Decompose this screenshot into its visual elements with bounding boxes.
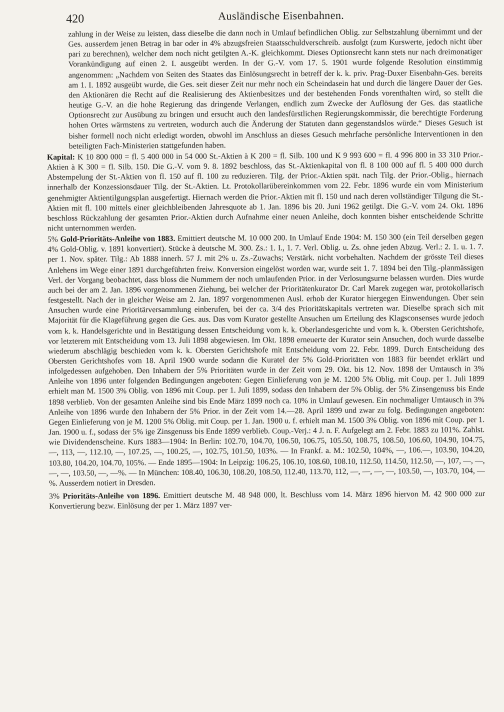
- gold-loan-section: [47, 232, 485, 489]
- kapital-label: Kapital:: [46, 152, 76, 162]
- kapital-text: K 10 800 000 = fl. 5 400 000 in 54 000 St.-Aktien à K 200 = fl. Silb. 100 und K 9 993 600 = fl. 4 996 800 in 33 310 Prior.-Aktien à K 300 = fl. Silb. 150. Die G.-V. vom 9. 8. 1892 beschloss, das St.-Aktienkapital von fl. 8 100 000 auf fl. 5 400 000 durch Abstempelung der St.-Aktien von fl. 150 auf fl. 100 zu reduzieren. Tilg. der Prior.-Aktien spät. nach Tilg. der Prior.-Oblig., hiernach innerhalb der Konzessionsdauer Tilg. der St.-Aktien. Lt. Protokollarübereinkommen vom 22. Febr. 1896 wurde ein vom Ministerium genehmigter Aktientilgungsplan ausgefertigt. Hiernach werden die Prior.-Aktien mit fl. 150 und nach deren vollständiger Tilgung die St.-Aktien mit fl. 100 mittels einer gleichbleibenden Jahresquote ab 1. Jan. 1896 bis 20. Juni 1962 getilgt. Die G.-V. vom 24. Okt. 1896 beschloss Rückzahlung der gesamten Prior.-Aktien durch Aufnahme einer neuen Anleihe, doch konnten bisher entscheidende Schritte nicht unternommen werden.: [46, 149, 484, 233]
- prior-1896-text: Emittiert deutsche M. 48 948 000, lt. Beschluss vom 14. März 1896 hiervon M. 42 900 000 zur Konvertierung bezw. Einlösung der per 1. März 1897 ver-: [49, 489, 486, 511]
- running-header: [68, 7, 482, 30]
- prior-1896-heading: Prioritäts-Anleihe von 1896.: [59, 491, 161, 501]
- intro-paragraph: zahlung in der Weise zu leisten, dass dieselbe die dann noch in Umlauf befindlichen Oblig. zur Selbstzahlung übernimmt und der Ges. ausserdem jenen Betrag in bar oder in 4% abzugsfreien Staatsschuldverschreib. ausfolgt (zum Kurswerte, jedoch nicht über pari zu berechnen), welcher dem noch nicht getilgten A.-K. gleichkommt. Dieses Optionsrecht kann stets nur nach dreimonatiger Vorankündigung auf einen 2. I. ausgeübt werden. In der G.-V. vom 17. 5. 1901 wurde folgende Resolution einstimmig angenommen: „Nachdem von Seiten des Staates das Einlösungsrecht in betreff der k. k. priv. Prag-Duxer Eisenbahn-Ges. bereits am 1. I. 1892 ausgeübt wurde, die Ges. seit dieser Zeit nur mehr noch ein Scheindasein hat und durch die längere Dauer der Ges. den Aktionären die Recht auf die Realisierung des Aktienbesitzes und der bestehenden Fonds vorenthalten wird, so stellt die heutige G.-V. an die hohe Regierung das dringende Verlangen, endlich zum Zwecke der Auflösung der Ges. das staatliche Optionsrecht zur Ausübung zu bringen und ersucht auch den landesfürstlichen Regierungskommissär, die berechtigte Forderung hohen Ortes wärmstens zu vertreten, wodurch auch die Änderung der Statuten dann gegenstandslos würde.“ Dieses Gesuch ist bisher formell noch nicht erledigt worden, obwohl im Anschluss an dieses Gesuch mehrfache persönliche Interventionen in den beteiligten Fach-Ministerien stattgefunden haben.: [68, 27, 483, 151]
- gold-loan-heading: Gold-Prioritäts-Anleihe von 1883.: [57, 234, 176, 244]
- gold-loan-rate: 5%: [47, 234, 59, 244]
- kapital-section: [47, 150, 483, 234]
- page-number: 420: [66, 11, 85, 26]
- prior-1896-rate: 3%: [49, 491, 60, 501]
- prior-1896-section: [49, 489, 485, 512]
- gold-loan-text: Emittiert deutsche M. 10 000 200. In Umlauf Ende 1904: M. 150 300 (ein Teil derselben gegen 4% Gold-Oblig. v. 1891 konvertiert). Stücke à deutsche M. 300. Zs.: 1. I., 1. 7. Verl. Oblig. u. Zs. ohne jeden Abzug. Verl.: 2. 1. u. 1. 7. per 1. Nov. später. Tilg.: Ab 1888 innerh. 57 J. mit 2% u. Zs.-Zuwachs; Verstärk. nicht vorbehalten. Nachdem der grösste Teil dieses Anlehens im Wege einer 1891 durchgeführten freiw. Konversion eingelöst worden war, wurde seit 1. 7. 1894 bei den Tilg.-planmässigen Verl. der Vorgang beobachtet, dass bloss die Nummern der noch umlaufenden Prior. in der Verlosungsurne belassen wurden. Dies wurde auch bei der am 2. Jan. 1896 vorgenommenen Ziehung, bei welcher der Prioritätenkurator Dr. Carl Marek zugegen war, protokollarisch festgestellt. Nach der in gleicher Weise am 2. Jan. 1897 vorgenommenen Ausl. erhob der Kurator hiergegen Einwendungen. Über sein Ansuchen wurde eine Prioritärversammlung einberufen, bei der ca. 3/4 des Prioritätskapitals vertreten war. Dieselbe sprach sich mit Majorität für die Klageführung gegen die Ges. aus. Das vom Kurator gestellte Ansuchen um Erteilung des Klagsconsenses wurde jedoch vom k. k. Handelsgerichte und in Bestätigung dessen Entscheidung vom k. k. Oberlandesgerichte und vom k. k. Obersten Gerichtshofe, vor letzterem mit Entscheidung vom 13. Juli 1898 abgewiesen. Im Okt. 1898 erneuerte der Kurator sein Ansuchen, doch wurde dasselbe wiederum abschlägig beschieden vom k. k. Obersten Gerichtshofe mit Entscheidung vom 22. Febr. 1899. Durch Entscheidung des Obersten Gerichtshofes vom 18. April 1900 wurde sodann die Kuratel der 5% Gold-Prioritäten von 1883 für beendet erklärt und infolgedessen aufgehoben. Den Inhabern der 5% Prioritäten wurde in der Zeit vom 29. Okt. bis 12. Nov. 1898 der Umtausch in 3% Anleihe von 1896 unter folgenden Bedingungen angeboten: Gegen Einlieferung von je M. 1200 5% Oblig. mit Coup. per 1. Juli 1899 erhielt man M. 1500 3% Oblig. von 1896 mit Coup. per 1. Juli 1899, sodass den Inhabern der 5% Oblig. der 5% Zinsengenuss bis Ende 1898 verblieb. Von der gesamten Anleihe sind bis Ende März 1899 noch ca. 10% in Umlauf gewesen. Ein nochmaliger Umtausch in 3% Anleihe von 1896 wurde den Inhabern der 5% Prior. in der Zeit vom 14.—28. April 1899 und zwar zu folg. Bedingungen angeboten: Gegen Einlieferung von je M. 1200 5% Oblig. mit Coup. per 1. Jan. 1900 u. f. erhielt man M. 1500 3% Oblig. von 1896 mit Coup. per 1. Jan. 1900 u. f., sodass der 5% ige Zinsgenuss bis Ende 1899 verblieb. Coup.-Verj.: 4 J. n. F. Aufgelegt am 2. Febr. 1883 zu 101%. Zahlst. wie Dividendenscheine. Kurs 1883—1904: In Berlin: 102.70, 104.70, 106.50, 106.75, 105.50, 108.75, 108.50, 106.60, 104.90, 104.75, —, 113, —, 112.10, —, 107.25, —, 100.25, —, 102.75, 101.50, 103%. — In Frankf. a. M.: 102.50, 104%, —, 106.—, 103.90, 104.20, 103.80, 104.20, 104.70, 105%. — Ende 1895—1904: In Leipzig: 106.25, 106.10, 108.60, 108.10, 112.50, 114.50, 112.50, —, 107, —, —, —, —, 103.50, —, —%. — In München: 108.40, 106.30, 108.20, 108.50, 112.40, 113.70, 112, —, —, —, —, 103.50, —, 103.70, 104, —%. Ausserdem notiert in Dresden.: [47, 232, 485, 488]
- running-title: Ausländische Eisenbahnen.: [218, 9, 345, 23]
